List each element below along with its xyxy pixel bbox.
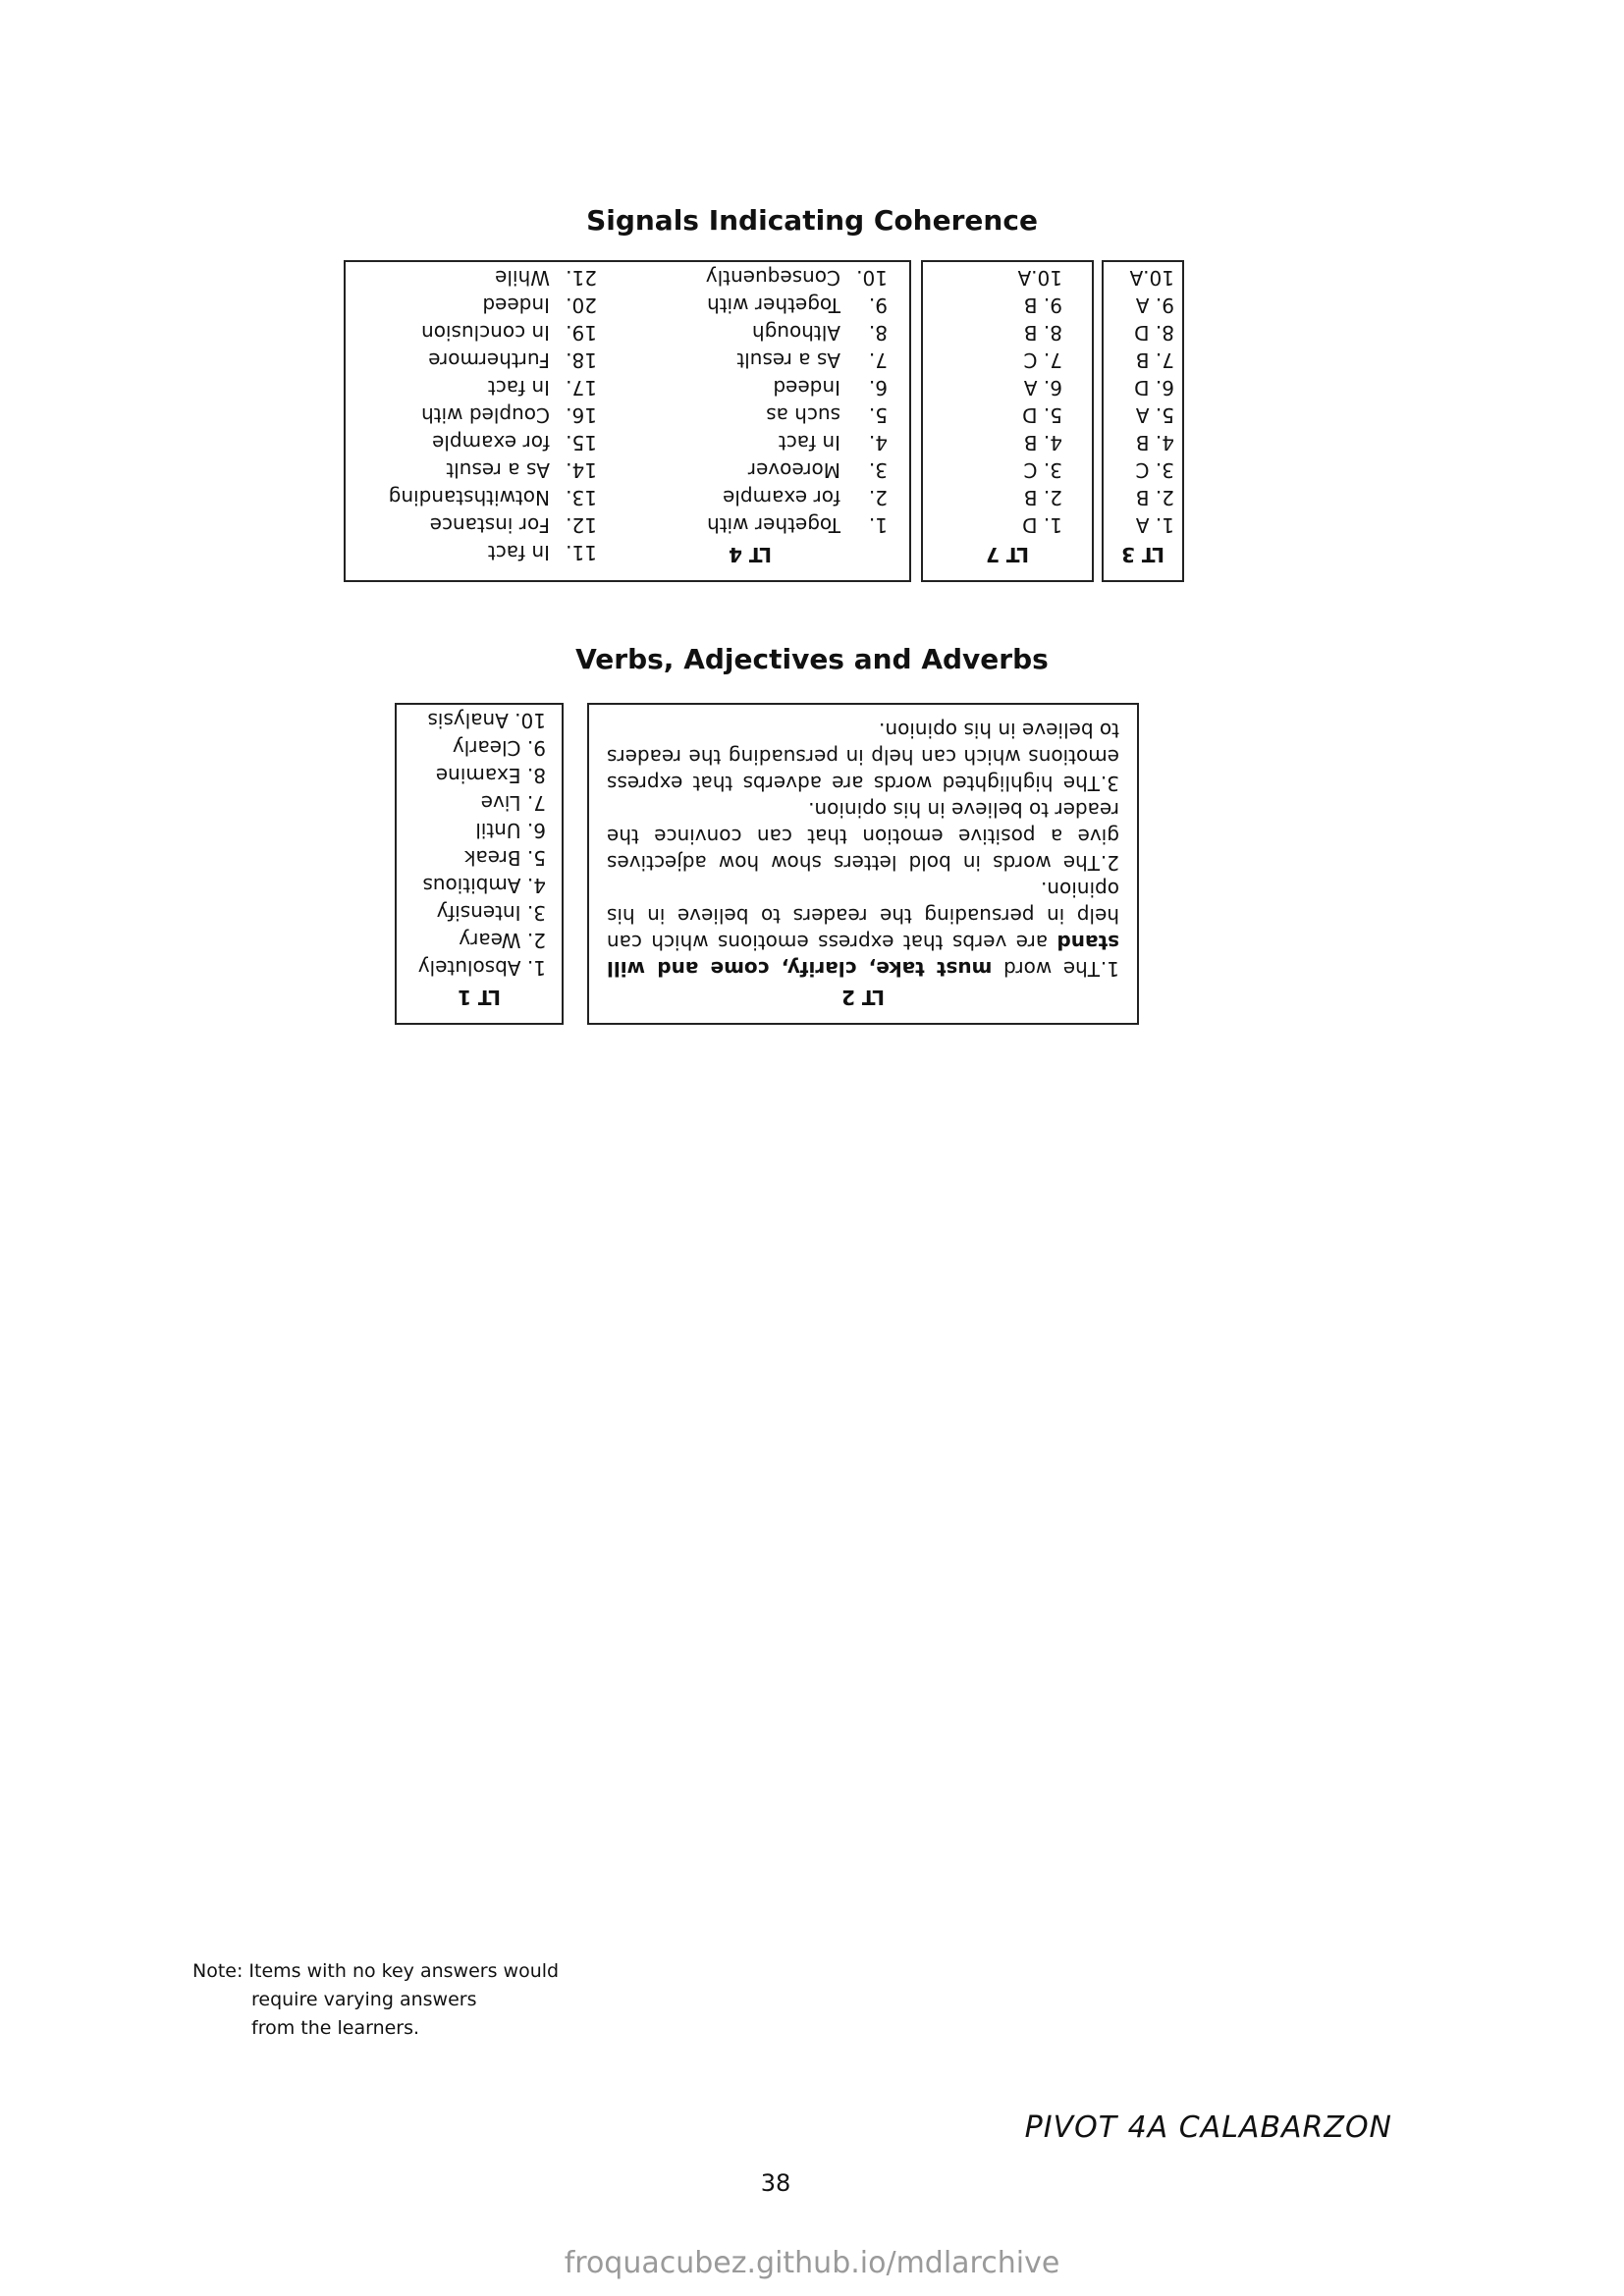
lt3-item: 1. A bbox=[1135, 513, 1174, 537]
lt7-item: 8. B bbox=[1023, 321, 1062, 345]
verbs-adjectives-adverbs-title: Verbs, Adjectives and Adverbs bbox=[575, 643, 1049, 675]
lt1-item: 10. Analysis bbox=[427, 709, 546, 732]
series-title: PIVOT 4A CALABARZON bbox=[1024, 2110, 1392, 2145]
lt3-item: 6. D bbox=[1134, 376, 1174, 400]
lt4-item: 16.Coupled with bbox=[421, 403, 597, 427]
lt1-item: 1. Absolutely bbox=[417, 956, 546, 980]
lt7-item: 9. B bbox=[1023, 294, 1062, 317]
lt4-header: LT 4 bbox=[729, 543, 772, 566]
lt7-header: LT 7 bbox=[986, 543, 1029, 566]
lt1-item: 9. Clearly bbox=[452, 736, 546, 760]
lt4-item: 13.Notwithstanding bbox=[388, 486, 597, 509]
lt1-item: 4. Ambitious bbox=[422, 874, 546, 897]
lt7-item: 2. B bbox=[1023, 486, 1062, 509]
lt7-item: 10.A bbox=[1017, 266, 1062, 290]
note-label: Note: Items with no key answers would bbox=[192, 1960, 560, 1982]
lt1-item: 7. Live bbox=[480, 791, 546, 815]
lt7-item: 3. C bbox=[1023, 458, 1062, 482]
note-continuation: require varying answers from the learners. bbox=[251, 1989, 477, 2039]
lt4-item: 11.In fact bbox=[487, 541, 597, 564]
lt3-header: LT 3 bbox=[1121, 543, 1164, 566]
lt3-answer-box bbox=[1102, 260, 1184, 582]
lt4-item: 19.In conclusion bbox=[421, 321, 597, 345]
lt2-answer-box bbox=[587, 703, 1139, 1025]
answer-key-note bbox=[192, 1957, 559, 2043]
lt1-header: LT 1 bbox=[458, 986, 501, 1009]
lt3-item: 2. B bbox=[1135, 486, 1174, 509]
lt4-item: 2.for example bbox=[723, 486, 888, 509]
lt4-left-column bbox=[613, 264, 888, 566]
lt4-item: 6.Indeed bbox=[773, 376, 888, 400]
lt4-item: 5.such as bbox=[766, 403, 888, 427]
lt4-item: 10.Consequently bbox=[705, 266, 888, 290]
lt7-answer-box bbox=[921, 260, 1094, 582]
lt1-item: 8. Examine bbox=[435, 764, 546, 787]
lt4-item: 14.As a result bbox=[446, 458, 597, 482]
lt2-answer-2: 2.The words in bold letters show how adjectives give a positive emotion that can convince the reader to believe in his opinion. bbox=[607, 798, 1119, 875]
lt7-item: 7. C bbox=[1023, 348, 1062, 372]
lt4-item: 3.Moreover bbox=[747, 458, 888, 482]
lt1-item: 3. Intensify bbox=[436, 901, 546, 925]
lt4-item: 9.Together with bbox=[707, 294, 888, 317]
lt7-item: 5. D bbox=[1022, 403, 1062, 427]
lt3-item: 8. D bbox=[1134, 321, 1174, 345]
lt1-item: 6. Until bbox=[475, 819, 546, 842]
lt4-item: 1.Together with bbox=[707, 513, 888, 537]
lt4-item: 4.In fact bbox=[778, 431, 888, 454]
lt3-item: 4. B bbox=[1135, 431, 1174, 454]
lt4-item: 20.Indeed bbox=[482, 294, 597, 317]
lt7-item: 1. D bbox=[1022, 513, 1062, 537]
lt2-answer-3: 3.The highlighted words are adverbs that express emotions which can help in persuading the readers to believe in his opinion. bbox=[607, 719, 1119, 795]
lt2-header: LT 2 bbox=[841, 986, 885, 1009]
source-watermark: froquacubez.github.io/mdlarchive bbox=[564, 2246, 1060, 2280]
lt1-item: 5. Break bbox=[463, 846, 546, 870]
lt4-item: 12.For instance bbox=[429, 513, 597, 537]
lt4-item: 17.In fact bbox=[487, 376, 597, 400]
lt7-item: 6. A bbox=[1023, 376, 1062, 400]
lt4-item: 8.Although bbox=[751, 321, 888, 345]
lt2-answer-1: 1.The word must take, clarify, come and will stand are verbs that express emotions which can help in persuading the readers to believe in his opinion. bbox=[607, 878, 1119, 981]
lt4-item: 21.While bbox=[495, 266, 597, 290]
lt4-item: 18.Furthermore bbox=[428, 348, 597, 372]
lt3-item: 9. A bbox=[1135, 294, 1174, 317]
lt3-item: 7. B bbox=[1135, 348, 1174, 372]
lt4-item: 7.As a result bbox=[736, 348, 888, 372]
lt3-item: 3. C bbox=[1135, 458, 1174, 482]
page-number: 38 bbox=[760, 2169, 791, 2197]
lt3-item: 10.A bbox=[1129, 266, 1174, 290]
lt7-item: 4. B bbox=[1023, 431, 1062, 454]
coherence-title: Signals Indicating Coherence bbox=[586, 204, 1038, 237]
lt4-item: 15.for example bbox=[432, 431, 597, 454]
lt4-answer-box bbox=[344, 260, 911, 582]
lt1-answer-box bbox=[395, 703, 564, 1025]
lt4-right-column bbox=[361, 264, 597, 566]
lt1-item: 2. Weary bbox=[459, 929, 546, 952]
lt3-item: 5. A bbox=[1135, 403, 1174, 427]
